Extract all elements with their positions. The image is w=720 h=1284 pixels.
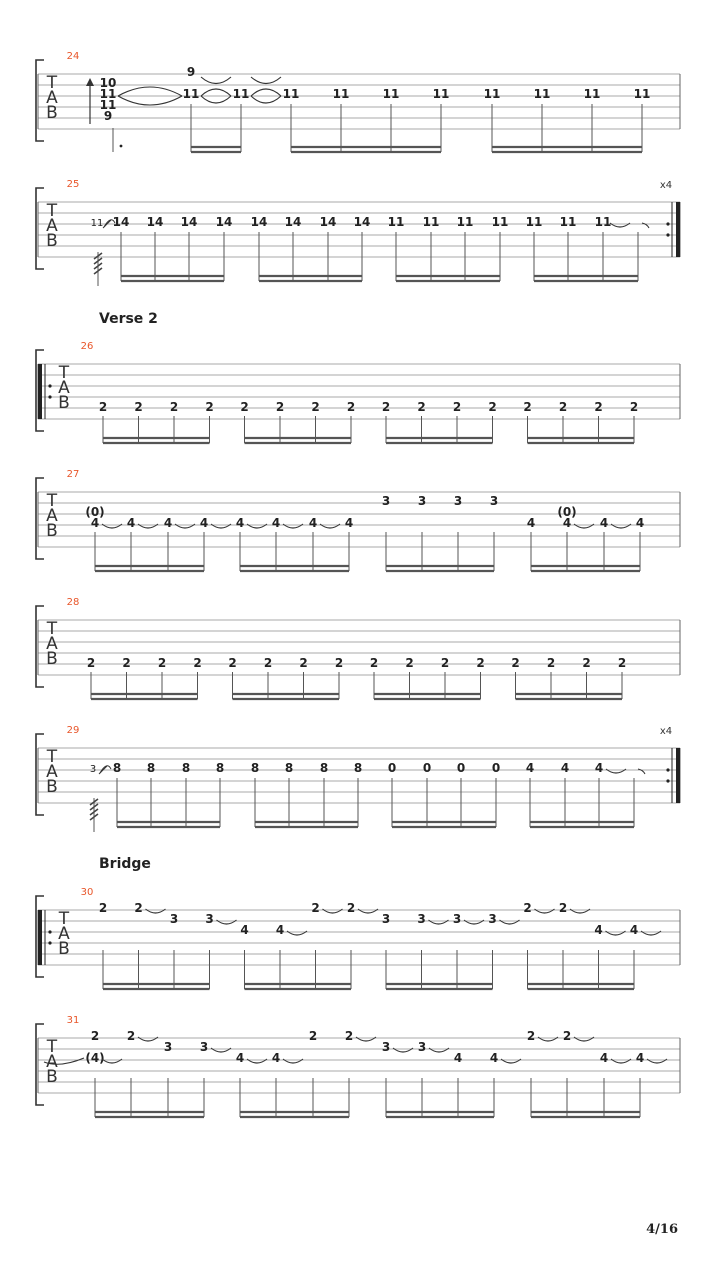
repeat-count: x4: [659, 180, 673, 191]
fret-number: 11: [432, 87, 450, 101]
fret-number: 14: [250, 215, 268, 229]
fret-number: 3: [199, 1040, 209, 1054]
fret-number: 2: [617, 656, 627, 670]
fret-number: 11: [422, 215, 440, 229]
fret-number: 8: [215, 761, 225, 775]
fret-number: 3: [205, 912, 214, 926]
fret-number: 2: [308, 1029, 318, 1043]
tab-clef-letter: T: [46, 619, 58, 639]
fret-number: 4: [562, 516, 572, 530]
fret-number: 2: [405, 656, 414, 670]
fret-number: 4: [235, 1051, 245, 1065]
fret-number: 14: [180, 215, 198, 229]
fret-number: 2: [476, 656, 485, 670]
fret-number: 14: [112, 215, 130, 229]
fret-number: 2: [523, 901, 532, 915]
fret-number: 2: [275, 400, 285, 414]
repeat-dot: [48, 930, 51, 933]
repeat-dot: [666, 233, 669, 236]
fret-number: 11: [382, 87, 400, 101]
fret-number: 10: [99, 76, 117, 90]
tab-clef-letter: B: [46, 231, 58, 251]
fret-number: 2: [452, 400, 462, 414]
fret-number: 2: [122, 656, 131, 670]
fret-number: 2: [311, 400, 320, 414]
measure-number: 26: [80, 341, 94, 352]
fret-number: 0: [491, 761, 501, 775]
fret-number: 2: [381, 400, 391, 414]
fret-number: 11: [559, 215, 577, 229]
fret-number: 4: [275, 923, 285, 937]
measure-number: 28: [66, 597, 80, 608]
fret-number: 11: [583, 87, 601, 101]
fret-number: 3: [452, 912, 462, 926]
tab-clef-letter: T: [46, 1037, 58, 1057]
fret-number: 4: [90, 516, 100, 530]
fret-number: 4: [199, 516, 209, 530]
fret-number: 4: [599, 1051, 609, 1065]
fret-number: 3: [417, 1040, 427, 1054]
fret-number: 9: [186, 65, 196, 79]
repeat-end-thick-bar: [676, 748, 680, 803]
fret-number: (0): [85, 505, 105, 519]
grace-note: 3: [89, 764, 97, 775]
repeat-start-thick-bar: [38, 910, 42, 965]
repeat-count: x4: [659, 726, 673, 737]
slide-curve: [118, 96, 182, 105]
fret-number: 4: [271, 516, 281, 530]
slide-curve: [251, 96, 281, 103]
fret-number: 2: [240, 400, 249, 414]
repeat-dot: [666, 779, 669, 782]
repeat-dot: [48, 395, 51, 398]
fret-number: 4: [308, 516, 318, 530]
tab-clef-letter: A: [46, 634, 58, 654]
tab-clef-letter: T: [58, 363, 70, 383]
section-label-verse-2: Verse 2: [99, 311, 158, 327]
fret-number: 14: [146, 215, 164, 229]
fret-number: 2: [205, 400, 214, 414]
fret-number: 2: [98, 400, 108, 414]
tab-clef-letter: A: [46, 762, 58, 782]
fret-number: 11: [99, 98, 117, 112]
page-number: 4/16: [646, 1222, 678, 1237]
fret-number: 2: [523, 400, 532, 414]
tab-system-measure-24: [36, 51, 680, 152]
slide-curve: [251, 89, 281, 96]
fret-number: 8: [353, 761, 363, 775]
fret-number: 4: [526, 516, 536, 530]
fret-number: 4: [453, 1051, 463, 1065]
tab-clef-letter: T: [46, 73, 58, 93]
tab-system-measure-25: [36, 179, 680, 286]
fret-number: 2: [511, 656, 520, 670]
tab-clef-letter: A: [58, 924, 70, 944]
fret-number: 8: [284, 761, 294, 775]
fret-number: 2: [299, 656, 308, 670]
tab-clef-letter: T: [58, 909, 70, 929]
fret-number: 3: [453, 494, 463, 508]
measure-number: 25: [66, 179, 80, 190]
fret-number: 0: [387, 761, 397, 775]
fret-number: 2: [369, 656, 379, 670]
fret-number: 3: [381, 912, 391, 926]
repeat-start-thick-bar: [38, 364, 42, 419]
fret-number: 11: [182, 87, 200, 101]
grace-note: 11: [90, 218, 104, 229]
fret-number: 2: [90, 1029, 100, 1043]
fret-number: 2: [228, 656, 237, 670]
slide-curve: [118, 87, 182, 96]
fret-number: 11: [232, 87, 250, 101]
fret-number: 0: [456, 761, 466, 775]
fret-number: 8: [181, 761, 191, 775]
fret-number: 14: [353, 215, 371, 229]
fret-number: 3: [489, 494, 499, 508]
tab-system-measure-28: [36, 597, 680, 699]
fret-number: 2: [629, 400, 639, 414]
fret-number: 11: [533, 87, 551, 101]
fret-number: 4: [635, 516, 645, 530]
fret-number: 8: [250, 761, 260, 775]
fret-number: 4: [560, 761, 570, 775]
fret-number: 2: [157, 656, 167, 670]
fret-number: 2: [98, 901, 108, 915]
tab-clef-letter: B: [46, 103, 58, 123]
fret-number: 11: [99, 87, 117, 101]
fret-number: 2: [594, 400, 603, 414]
tab-clef-letter: A: [46, 506, 58, 526]
fret-number: (4): [85, 1051, 105, 1065]
repeat-end-thick-bar: [676, 202, 680, 257]
fret-number: 14: [284, 215, 302, 229]
tie-arc: [251, 77, 281, 84]
tab-clef-letter: B: [46, 1067, 58, 1087]
fret-number: 3: [417, 912, 426, 926]
fret-number: 14: [215, 215, 233, 229]
repeat-dot: [48, 941, 51, 944]
pick-stroke-arrowhead: [86, 78, 94, 86]
fret-number: 2: [134, 400, 143, 414]
fret-number: 4: [635, 1051, 645, 1065]
fret-number: 11: [332, 87, 350, 101]
fret-number: 11: [387, 215, 405, 229]
fret-number: 8: [146, 761, 156, 775]
tab-clef-letter: B: [58, 939, 70, 959]
fret-number: 11: [633, 87, 651, 101]
tab-clef-letter: A: [58, 378, 70, 398]
tie-arc: [201, 77, 231, 84]
fret-number: 2: [86, 656, 96, 670]
tab-clef-letter: A: [46, 88, 58, 108]
fret-number: 3: [381, 494, 391, 508]
measure-number: 31: [66, 1015, 80, 1026]
fret-number: 2: [344, 1029, 354, 1043]
fret-number: 4: [489, 1051, 499, 1065]
fret-number: 11: [456, 215, 474, 229]
fret-number: 4: [163, 516, 173, 530]
fret-number: 9: [103, 109, 113, 123]
fret-number: 2: [558, 901, 568, 915]
tab-clef-letter: T: [46, 747, 58, 767]
fret-number: 0: [422, 761, 432, 775]
fret-number: 4: [344, 516, 354, 530]
fret-number: 2: [346, 400, 356, 414]
fret-number: 4: [240, 923, 249, 937]
tab-system-measure-30: [36, 887, 680, 989]
fret-number: 2: [346, 901, 356, 915]
fret-number: 11: [282, 87, 300, 101]
slide-curve: [201, 89, 231, 96]
tab-clef-letter: A: [46, 1052, 58, 1072]
fret-number: 4: [271, 1051, 281, 1065]
measure-number: 30: [80, 887, 94, 898]
measure-number: 24: [66, 51, 80, 62]
fret-number: 11: [491, 215, 509, 229]
fret-number: 4: [629, 923, 639, 937]
fret-number: 3: [169, 912, 179, 926]
tab-clef-letter: B: [46, 649, 58, 669]
fret-number: 2: [526, 1029, 536, 1043]
fret-number: 2: [488, 400, 497, 414]
fret-number: 3: [417, 494, 427, 508]
fret-number: 11: [525, 215, 543, 229]
fret-number: 8: [319, 761, 329, 775]
repeat-dot: [666, 222, 669, 225]
repeat-dot: [666, 768, 669, 771]
fret-number: 4: [525, 761, 535, 775]
tab-clef-letter: A: [46, 216, 58, 236]
fret-number: 3: [381, 1040, 391, 1054]
fret-number: 2: [169, 400, 179, 414]
fret-number: 2: [558, 400, 568, 414]
fret-number: 2: [546, 656, 556, 670]
slide-curve: [201, 96, 231, 103]
fret-number: 4: [599, 516, 609, 530]
measure-number: 29: [66, 725, 80, 736]
fret-number: 2: [582, 656, 591, 670]
fret-number: (0): [557, 505, 577, 519]
fret-number: 2: [193, 656, 202, 670]
fret-number: 14: [319, 215, 337, 229]
fret-number: 4: [235, 516, 245, 530]
dot: [120, 145, 123, 148]
fret-number: 4: [594, 923, 603, 937]
fret-number: 2: [562, 1029, 572, 1043]
tab-system-measure-31: [36, 1015, 680, 1117]
section-label-bridge: Bridge: [99, 856, 151, 872]
fret-number: 2: [263, 656, 273, 670]
fret-number: 2: [334, 656, 344, 670]
measure-number: 27: [66, 469, 80, 480]
fret-number: 2: [311, 901, 320, 915]
tab-system-measure-27: [36, 469, 680, 571]
fret-number: 2: [126, 1029, 136, 1043]
tab-system-measure-29: [36, 725, 680, 832]
fret-number: 8: [112, 761, 122, 775]
fret-number: 11: [594, 215, 612, 229]
repeat-dot: [48, 384, 51, 387]
fret-number: 4: [594, 761, 604, 775]
fret-number: 3: [488, 912, 497, 926]
fret-number: 2: [134, 901, 143, 915]
tab-clef-letter: T: [46, 201, 58, 221]
fret-number: 2: [440, 656, 450, 670]
tab-system-measure-26: [36, 341, 680, 443]
tab-clef-letter: B: [46, 521, 58, 541]
fret-number: 2: [417, 400, 426, 414]
fret-number: 4: [126, 516, 136, 530]
tab-clef-letter: B: [46, 777, 58, 797]
fret-number: 3: [163, 1040, 173, 1054]
tab-clef-letter: B: [58, 393, 70, 413]
fret-number: 11: [483, 87, 501, 101]
tab-clef-letter: T: [46, 491, 58, 511]
